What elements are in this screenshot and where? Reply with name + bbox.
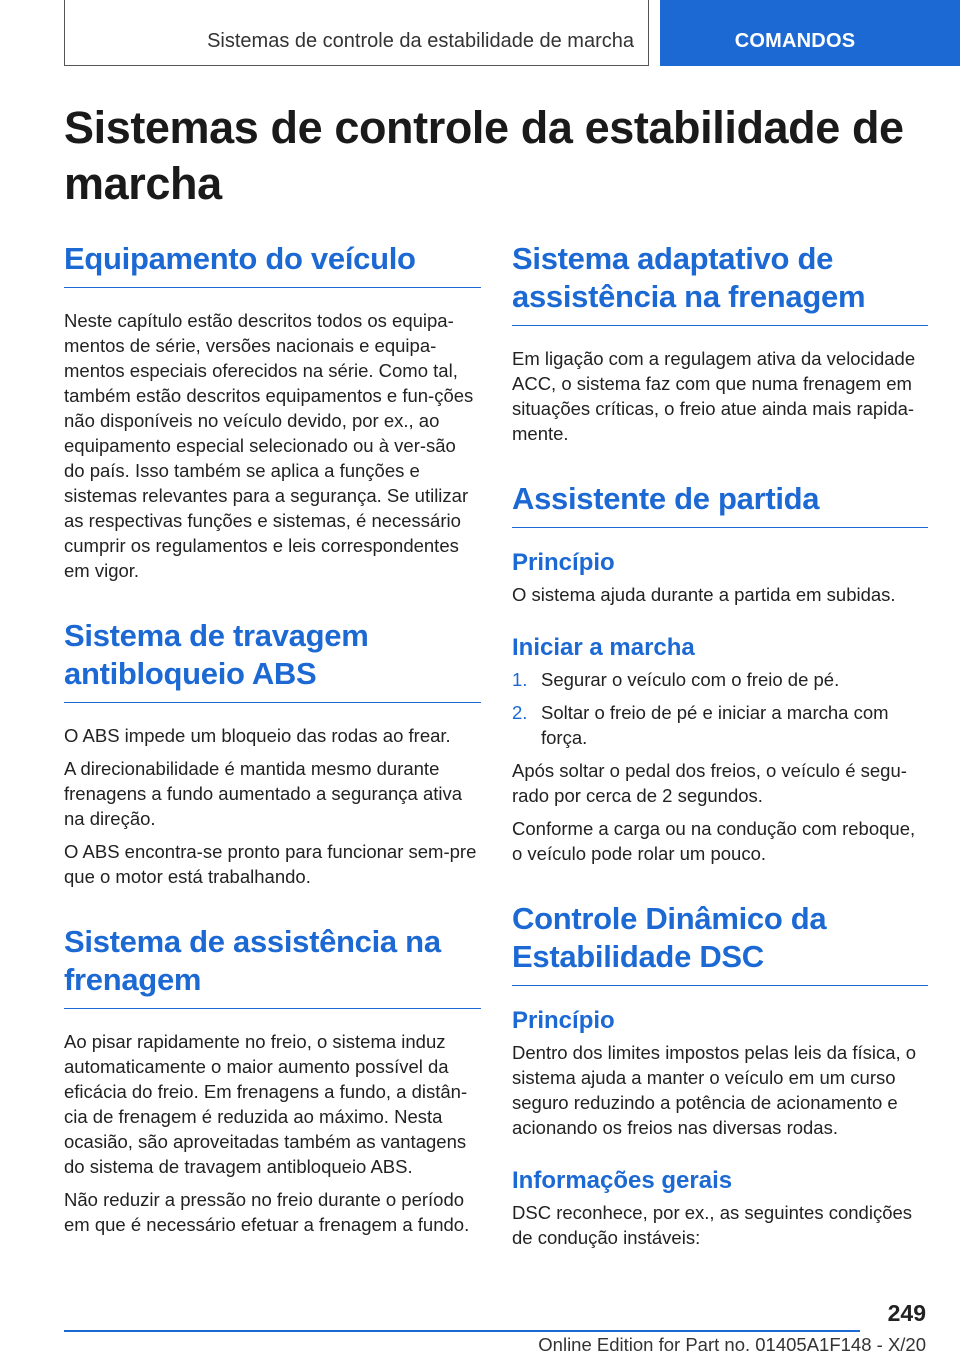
paragraph: Não reduzir a pressão no freio durante o período em que é necessário efetuar a frenagem a fundo. bbox=[64, 1189, 470, 1235]
footer-edition: Online Edition for Part no. 01405A1F148 - X/20 bbox=[538, 1334, 926, 1355]
section-heading-abs: Sistema de travagem antibloqueio ABS bbox=[64, 617, 481, 703]
section-heading-brake-assist: Sistema de assistência na frenagem bbox=[64, 923, 481, 1009]
subheading-start-driving: Iniciar a marcha bbox=[512, 634, 695, 661]
paragraph: O ABS encontra-se pronto para funcionar sem‐pre que o motor está trabalhando. bbox=[64, 841, 477, 887]
right-column bbox=[512, 240, 928, 1258]
paragraph: O sistema ajuda durante a partida em subidas. bbox=[512, 584, 896, 605]
page-number: 249 bbox=[887, 1300, 926, 1326]
paragraph: Ao pisar rapidamente no freio, o sistema induz automaticamente o maior aumento possível da eficácia do freio. Em frenagens a fundo, a distân‐cia de frenagem é reduzida ao máximo. Nesta ocasião, são aproveitadas também as vantagens do sistema de travagem antibloqueio ABS. bbox=[64, 1031, 468, 1177]
list-item bbox=[512, 700, 928, 750]
section-heading-dsc: Controle Dinâmico da Estabilidade DSC bbox=[512, 900, 928, 986]
subheading-general-information: Informações gerais bbox=[512, 1167, 733, 1194]
page-title: Sistemas de controle da estabilidade de marcha bbox=[64, 102, 904, 209]
paragraph: Após soltar o pedal dos freios, o veículo é segu‐rado por cerca de 2 segundos. bbox=[512, 760, 907, 806]
list-number: 2. bbox=[512, 702, 528, 723]
section-heading-adaptive-brake-assist: Sistema adaptativo de assistência na frenagem bbox=[512, 240, 928, 326]
list-text: Soltar o freio de pé e iniciar a marcha com força. bbox=[541, 702, 889, 748]
list-text: Segurar o veículo com o freio de pé. bbox=[541, 669, 840, 690]
section-heading-vehicle-equipment: Equipamento do veículo bbox=[64, 240, 481, 288]
header-section-box bbox=[64, 0, 649, 66]
subheading-principle: Princípio bbox=[512, 549, 615, 576]
section-heading-hill-start-assist: Assistente de partida bbox=[512, 480, 928, 528]
paragraph: DSC reconhece, por ex., as seguintes condições de condução instáveis: bbox=[512, 1202, 913, 1248]
paragraph: Dentro dos limites impostos pelas leis da física, o sistema ajuda a manter o veículo em um curso seguro reduzindo a potência de acionamento e acionando os freios nas diversas rodas. bbox=[512, 1042, 917, 1138]
list-number: 1. bbox=[512, 669, 528, 690]
header-chapter-tab bbox=[660, 0, 960, 66]
footer-divider bbox=[64, 1330, 860, 1332]
paragraph: A direcionabilidade é mantida mesmo durante frenagens a fundo aumentado a segurança ativa na direção. bbox=[64, 758, 463, 829]
left-column bbox=[64, 240, 481, 1245]
list-item bbox=[512, 667, 928, 692]
paragraph: Em ligação com a regulagem ativa da velocidade ACC, o sistema faz com que numa frenagem em situações críticas, o freio atue ainda mais rapida‐mente. bbox=[512, 348, 916, 444]
paragraph: O ABS impede um bloqueio das rodas ao frear. bbox=[64, 725, 451, 746]
paragraph: Conforme a carga ou na condução com reboque, o veículo pode rolar um pouco. bbox=[512, 818, 916, 864]
subheading-principle: Princípio bbox=[512, 1007, 615, 1034]
paragraph: Neste capítulo estão descritos todos os equipa‐mentos de série, versões nacionais e equipa‐mentos especiais oferecidos na série. Como tal, também estão descritos equipamentos e fun‐ções não disponíveis no veículo devido, por ex., ao equipamento especial selecionado ou à ver‐são do país. Isso também se aplica a funções e sistemas relevantes para a segurança. Se utilizar as respectivas funções e sistemas, é necessário cumprir os regulamentos e leis correspondentes em vigor. bbox=[64, 310, 474, 581]
header-chapter-label: COMANDOS bbox=[734, 30, 856, 52]
header-section-title: Sistemas de controle da estabilidade de marcha bbox=[207, 30, 634, 52]
